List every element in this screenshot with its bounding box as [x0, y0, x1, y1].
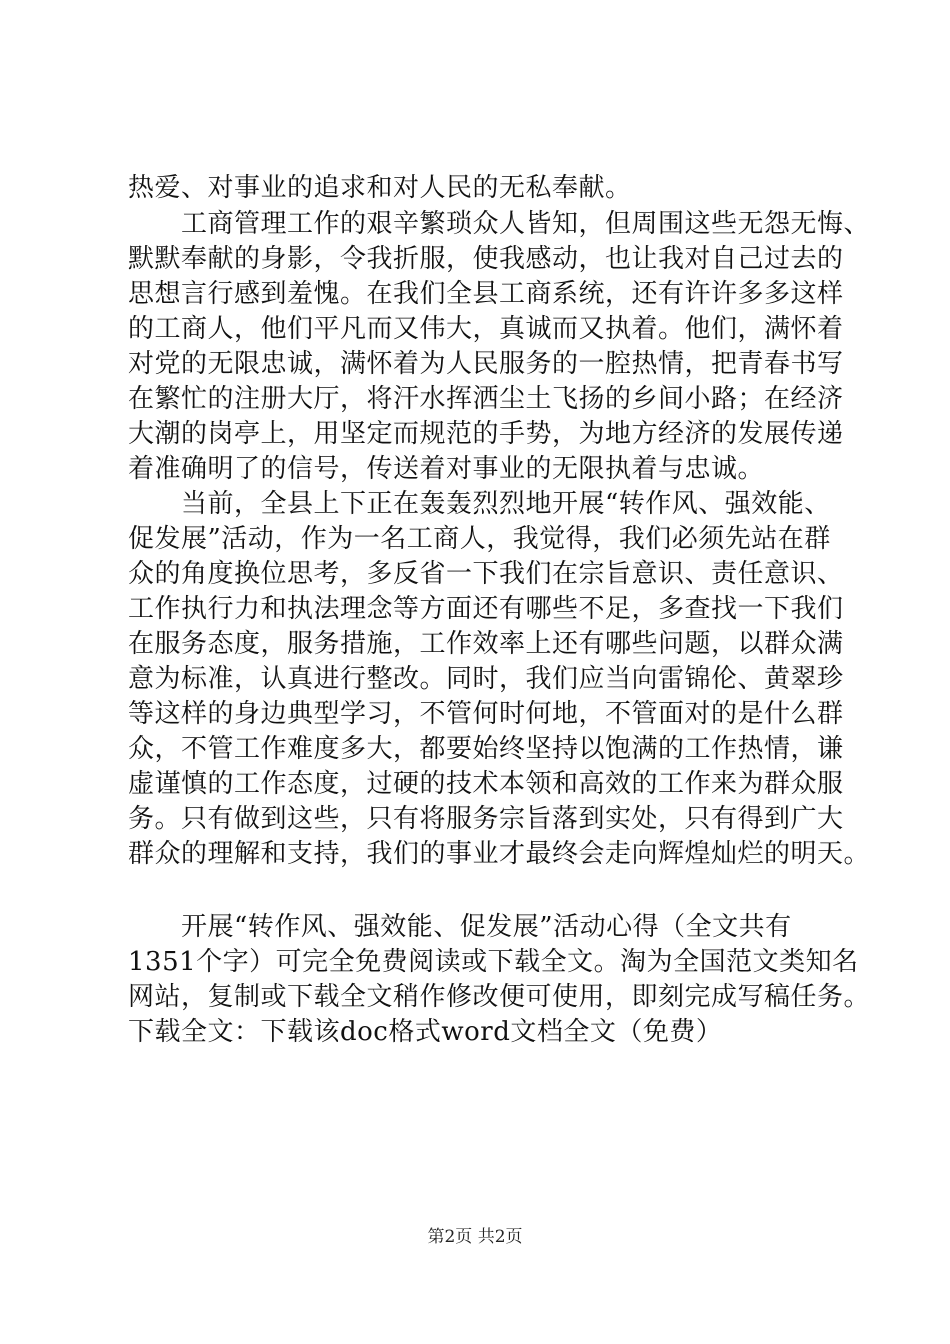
body-line: 对党的无限忠诚，满怀着为人民服务的一腔热情，把青春书写: [128, 349, 844, 379]
body-line: 工商管理工作的艰辛繁琐众人皆知，但周围这些无怨无悔、: [128, 209, 871, 239]
body-line: 虚谨慎的工作态度，过硬的技术本领和高效的工作来为群众服: [128, 769, 844, 799]
body-line: 在繁忙的注册大厅，将汗水挥洒尘土飞扬的乡间小路；在经济: [128, 384, 844, 414]
body-line: 众，不管工作难度多大，都要始终坚持以饱满的工作热情，谦: [128, 734, 844, 764]
body-line: 热爱、对事业的追求和对人民的无私奉献。: [128, 173, 632, 203]
body-line: 群众的理解和支持，我们的事业才最终会走向辉煌灿烂的明天。: [128, 839, 871, 869]
download-notice-line: 1351个字）可完全免费阅读或下载全文。淘为全国范文类知名: [128, 947, 859, 977]
page-number: 第2页 共2页: [427, 1227, 523, 1247]
body-line: 思想言行感到羞愧。在我们全县工商系统，还有许许多多这样: [128, 279, 844, 309]
body-line: 的工商人，他们平凡而又伟大，真诚而又执着。他们，满怀着: [128, 314, 844, 344]
body-line: 等这样的身边典型学习，不管何时何地，不管面对的是什么群: [128, 699, 844, 729]
body-line: 务。只有做到这些，只有将服务宗旨落到实处，只有得到广大: [128, 804, 844, 834]
body-line: 默默奉献的身影，令我折服，使我感动，也让我对自己过去的: [128, 244, 844, 274]
body-line: 着准确明了的信号，传送着对事业的无限执着与忠诚。: [128, 454, 765, 484]
download-notice-line: 网站，复制或下载全文稍作修改便可使用，即刻完成写稿任务。: [128, 982, 871, 1012]
body-line: 当前，全县上下正在轰轰烈烈地开展“转作风、强效能、: [128, 489, 831, 519]
download-notice-line: 开展“转作风、强效能、促发展”活动心得（全文共有: [128, 912, 792, 942]
download-link[interactable]: 下载全文：下载该doc格式word文档全文（免费）: [128, 1017, 723, 1047]
body-line: 促发展”活动，作为一名工商人，我觉得，我们必须先站在群: [128, 524, 831, 554]
body-line: 工作执行力和执法理念等方面还有哪些不足，多查找一下我们: [128, 594, 844, 624]
body-line: 大潮的岗亭上，用坚定而规范的手势，为地方经济的发展传递: [128, 419, 844, 449]
body-line: 在服务态度，服务措施，工作效率上还有哪些问题，以群众满: [128, 629, 844, 659]
body-line: 众的角度换位思考，多反省一下我们在宗旨意识、责任意识、: [128, 559, 844, 589]
body-line: 意为标准，认真进行整改。同时，我们应当向雷锦伦、黄翠珍: [128, 664, 844, 694]
